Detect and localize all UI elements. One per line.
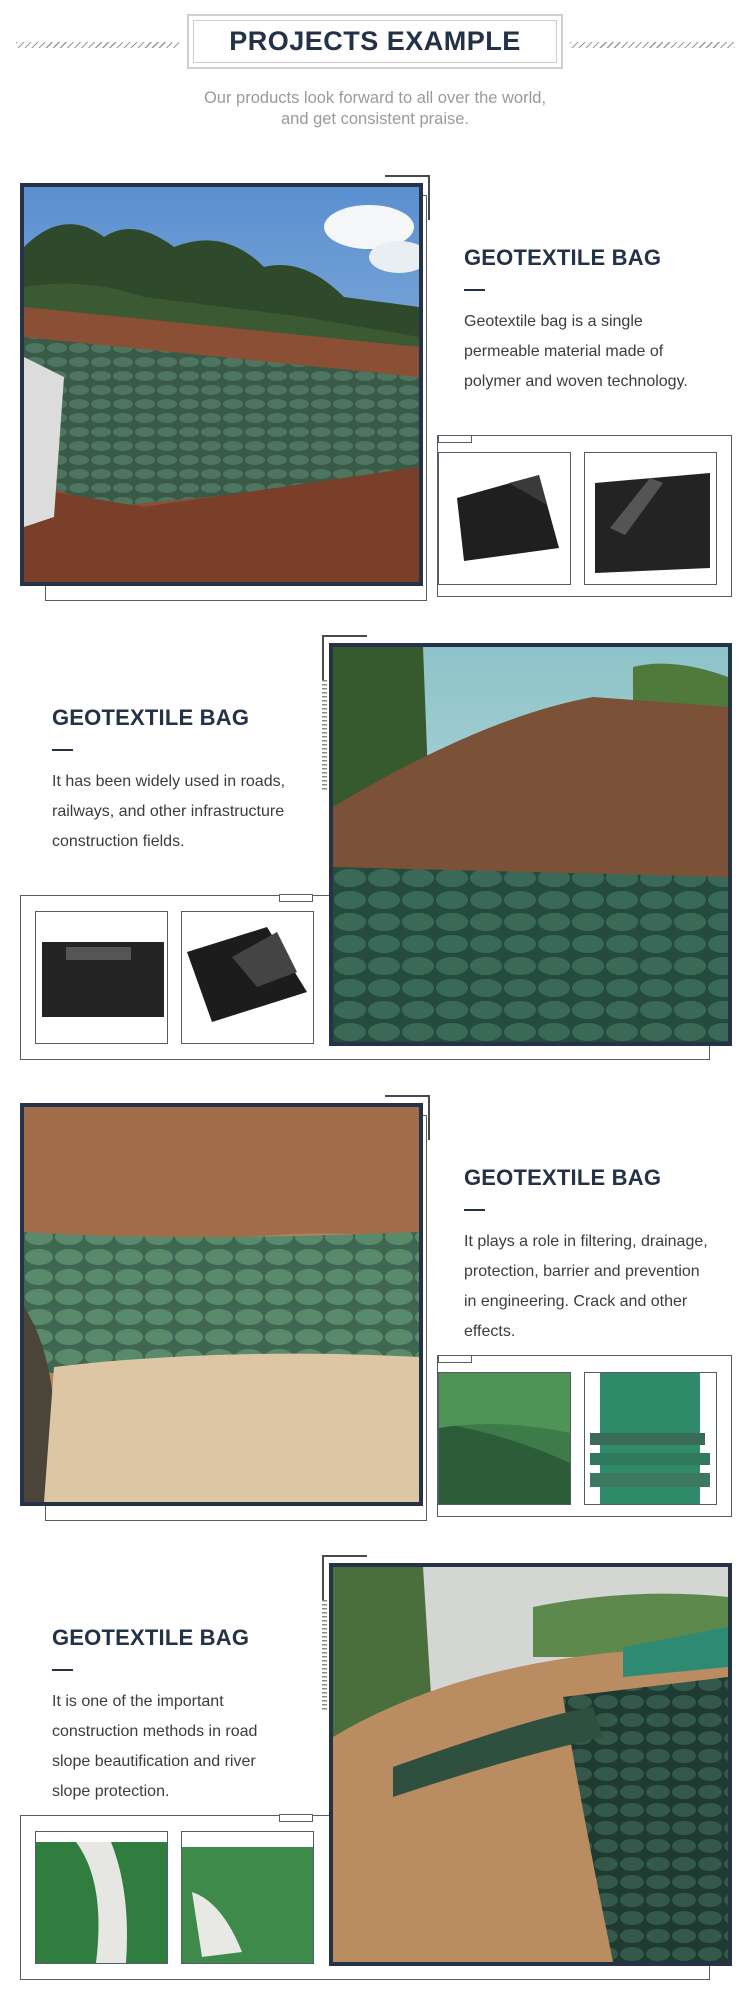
project-section-3 <box>0 1095 750 1535</box>
title-underline <box>52 749 73 751</box>
section-description: It has been widely used in roads, railways, and other infrastructure construction fields. <box>52 773 286 850</box>
thumbnail-frame <box>437 435 732 597</box>
section-text <box>464 245 750 397</box>
project-photo-slope <box>329 643 732 1046</box>
thumbnail-black-fabric <box>438 452 571 585</box>
thumbnail-black-bag <box>584 452 717 585</box>
thumbnail-green-fabric <box>438 1372 571 1505</box>
thumbnail-black-fabric <box>181 911 314 1044</box>
project-section-4 <box>0 1555 750 1995</box>
thumbnail-frame <box>20 1815 315 1977</box>
section-description: It is one of the important construction methods in road slope beautification and river slope protection. <box>52 1693 258 1800</box>
section-title: GEOTEXTILE BAG <box>464 1165 662 1190</box>
section-header <box>0 0 750 140</box>
project-photo-riverbank <box>329 1563 732 1966</box>
project-photo-quarry <box>20 1103 423 1506</box>
section-title: GEOTEXTILE BAG <box>464 245 662 270</box>
title-underline <box>52 1669 73 1671</box>
title-box <box>187 14 563 69</box>
section-description: It plays a role in filtering, drainage, protection, barrier and prevention in engineering. Crack and other effects. <box>464 1233 708 1340</box>
thumbnail-green-sheets <box>584 1372 717 1505</box>
thumbnail-frame <box>20 895 315 1057</box>
title-underline <box>464 1209 485 1211</box>
section-title: GEOTEXTILE BAG <box>52 705 250 730</box>
thumbnail-green-bag <box>35 1831 168 1964</box>
thumbnail-green-bag-open <box>181 1831 314 1964</box>
header-right-hatch <box>570 42 735 48</box>
section-title: GEOTEXTILE BAG <box>52 1625 250 1650</box>
subtitle-line-1: Our products look forward to all over the world, <box>203 89 547 107</box>
project-section-1 <box>0 175 750 615</box>
title-underline <box>464 289 485 291</box>
section-text <box>464 1165 750 1347</box>
section-text <box>52 705 352 857</box>
thumbnail-frame <box>437 1355 732 1517</box>
project-photo-hillside <box>20 183 423 586</box>
section-description: Geotextile bag is a single permeable material made of polymer and woven technology. <box>464 313 688 390</box>
subtitle-line-2: and get consistent praise. <box>280 110 470 128</box>
page-title: PROJECTS EXAMPLE <box>229 26 521 56</box>
section-text <box>52 1625 352 1807</box>
project-section-2 <box>0 635 750 1075</box>
thumbnail-black-bag <box>35 911 168 1044</box>
header-left-hatch <box>16 42 179 48</box>
